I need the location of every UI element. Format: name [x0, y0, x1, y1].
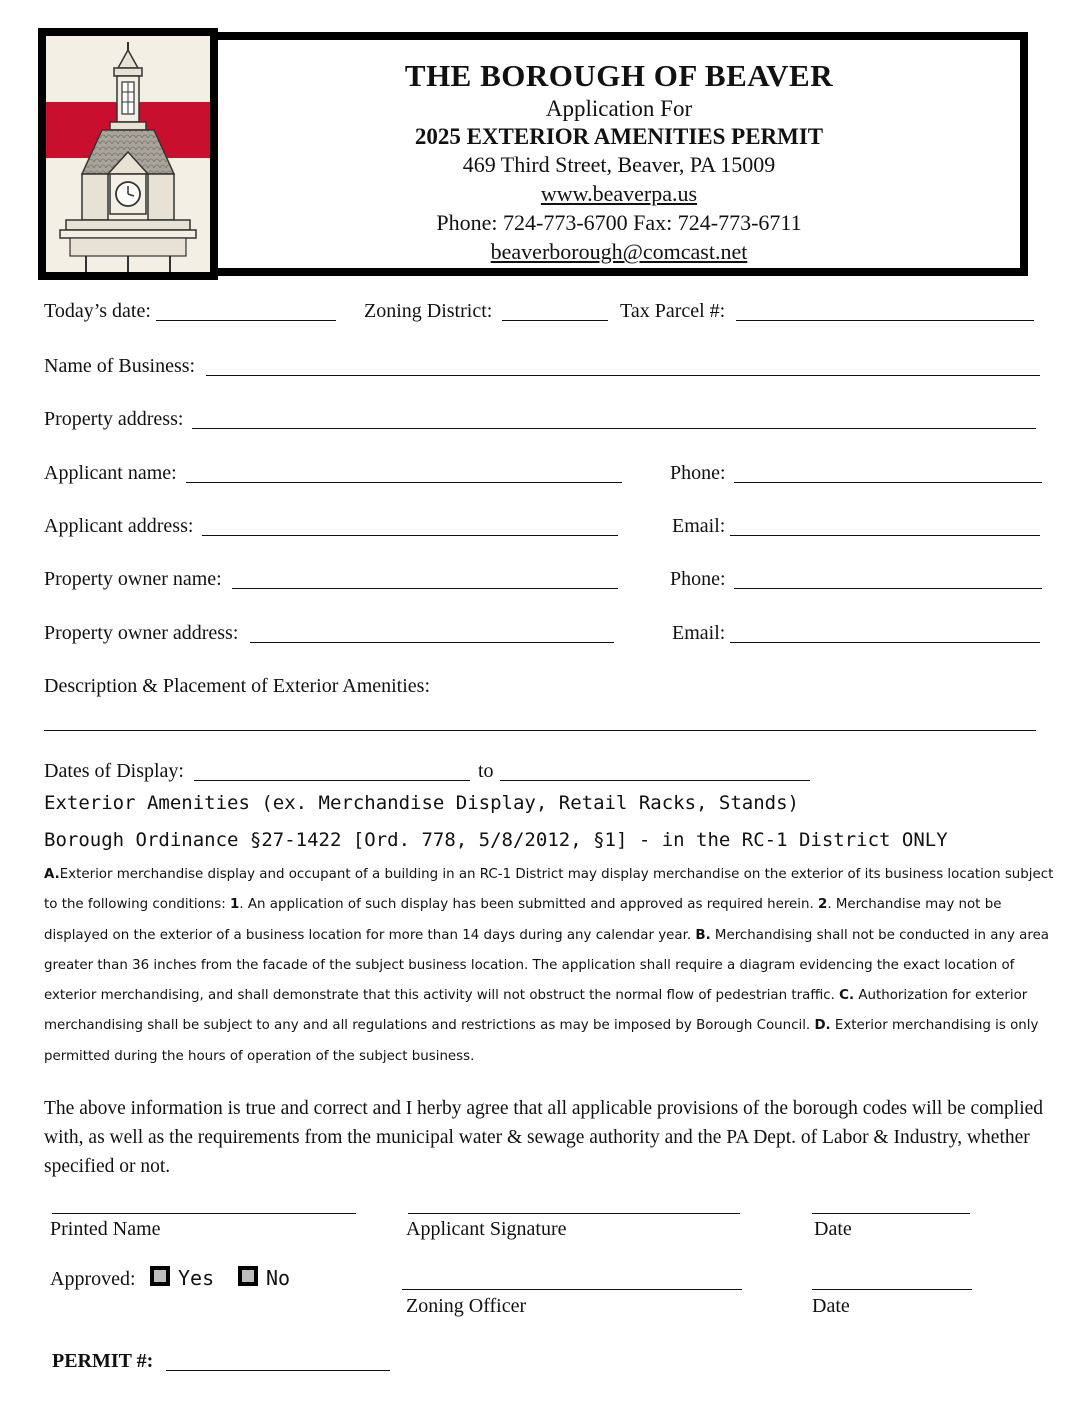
permit-number-label: PERMIT #:	[52, 1350, 154, 1372]
owner-email-label: Email:	[672, 622, 726, 644]
page-title: THE BOROUGH OF BEAVER	[404, 58, 834, 93]
tax-parcel-field[interactable]	[736, 320, 1034, 321]
applicant-email-label: Email:	[672, 515, 726, 537]
applicant-name-field[interactable]	[186, 482, 622, 483]
printed-name-field[interactable]	[52, 1213, 356, 1214]
section-heading: Exterior Amenities (ex. Merchandise Display, Retail Racks, Stands)	[44, 792, 799, 814]
term-text: . An application of such display has been submitted and approved as required herein.	[239, 897, 818, 913]
zoning-officer-field[interactable]	[402, 1289, 742, 1290]
no-label: No	[266, 1266, 291, 1290]
term-text: Exterior merchandise display and occupant of a building in an RC-1 District may display merchandise on the exterior of its business location subject to the following conditions:	[44, 867, 1054, 913]
agreement-text: The above information is true and correct and I herby agree that all applicable provisions of the borough codes will be complied with, as well as the requirements from the municipal water & sewage authority and the PA Dept. of Labor & Industry, whether specified or not.	[44, 1098, 1044, 1177]
term-key: B.	[695, 927, 711, 943]
description-field[interactable]	[44, 730, 1036, 731]
zoning-district-field[interactable]	[502, 320, 608, 321]
applicant-address-field[interactable]	[202, 535, 618, 536]
date1-field[interactable]	[812, 1213, 970, 1214]
zoning-district-label: Zoning District:	[364, 300, 493, 322]
term-text: Exterior merchandising is only permitted during the hours of operation of the subject business.	[44, 1018, 1039, 1064]
zoning-officer-label: Zoning Officer	[406, 1295, 527, 1317]
owner-address-label: Property owner address:	[44, 622, 239, 644]
yes-label: Yes	[178, 1266, 215, 1290]
website-link[interactable]: www.beaverpa.us	[540, 181, 698, 206]
todays-date-field[interactable]	[156, 320, 336, 321]
description-label: Description & Placement of Exterior Amenities:	[44, 675, 431, 697]
permit-name: 2025 EXTERIOR AMENITIES PERMIT	[414, 124, 824, 149]
date2-field[interactable]	[812, 1289, 972, 1290]
applicant-signature-field[interactable]	[408, 1213, 740, 1214]
dates-to-label: to	[478, 760, 494, 782]
business-name-field[interactable]	[206, 375, 1040, 376]
term-key: 1	[230, 897, 240, 913]
ordinance-terms	[44, 860, 1056, 1072]
email-link[interactable]: beaverborough@comcast.net	[490, 239, 748, 264]
applicant-phone-label: Phone:	[670, 462, 726, 484]
owner-email-field[interactable]	[730, 642, 1040, 643]
term-key: D.	[814, 1018, 831, 1034]
dates-to-field[interactable]	[500, 780, 810, 781]
applicant-name-label: Applicant name:	[44, 462, 177, 484]
business-name-label: Name of Business:	[44, 355, 196, 377]
borough-address: 469 Third Street, Beaver, PA 15009	[462, 152, 776, 177]
owner-address-field[interactable]	[250, 642, 614, 643]
date2-label: Date	[812, 1295, 850, 1317]
applicant-address-label: Applicant address:	[44, 515, 194, 537]
ordinance-heading: Borough Ordinance §27-1422 [Ord. 778, 5/8/2012, §1] - in the RC-1 District ONLY	[44, 829, 948, 851]
owner-name-label: Property owner name:	[44, 568, 222, 590]
applicant-email-field[interactable]	[730, 535, 1040, 536]
applicant-phone-field[interactable]	[734, 482, 1042, 483]
yes-checkbox[interactable]	[150, 1266, 170, 1286]
term-key: 2	[818, 897, 828, 913]
tax-parcel-label: Tax Parcel #:	[620, 300, 726, 322]
clock-tower-icon	[46, 36, 210, 272]
header-box	[210, 32, 1028, 276]
owner-name-field[interactable]	[232, 588, 618, 589]
owner-phone-label: Phone:	[670, 568, 726, 590]
approved-label: Approved:	[50, 1268, 136, 1290]
term-key: C.	[839, 988, 855, 1004]
property-address-label: Property address:	[44, 408, 184, 430]
todays-date-label: Today’s date:	[44, 300, 151, 322]
no-checkbox[interactable]	[238, 1266, 258, 1286]
term-text: Merchandising shall not be conducted in any area greater than 36 inches from the facade of the subject business location. The application shall require a diagram evidencing the exact location of exterior merchandising, and shall demonstrate that this activity will not obstruct the normal flow of pedestrian traffic.	[44, 927, 1050, 1004]
dates-from-field[interactable]	[194, 780, 470, 781]
term-text: Authorization for exterior merchandising shall be subject to any and all regulations and restrictions as may be imposed by Borough Council.	[44, 988, 1028, 1034]
owner-phone-field[interactable]	[734, 588, 1042, 589]
printed-name-label: Printed Name	[50, 1218, 161, 1240]
permit-number-field[interactable]	[166, 1370, 390, 1371]
dates-display-label: Dates of Display:	[44, 760, 184, 782]
borough-logo	[38, 28, 218, 280]
term-key: A.	[44, 867, 60, 882]
phone-fax: Phone: 724-773-6700 Fax: 724-773-6711	[436, 210, 802, 235]
header-subtitle: Application For	[545, 96, 693, 121]
term-text: . Merchandise may not be displayed on the exterior of a business location for more than 14 days during any calendar year.	[44, 897, 1002, 943]
date1-label: Date	[814, 1218, 852, 1240]
applicant-signature-label: Applicant Signature	[406, 1218, 567, 1240]
property-address-field[interactable]	[192, 428, 1036, 429]
